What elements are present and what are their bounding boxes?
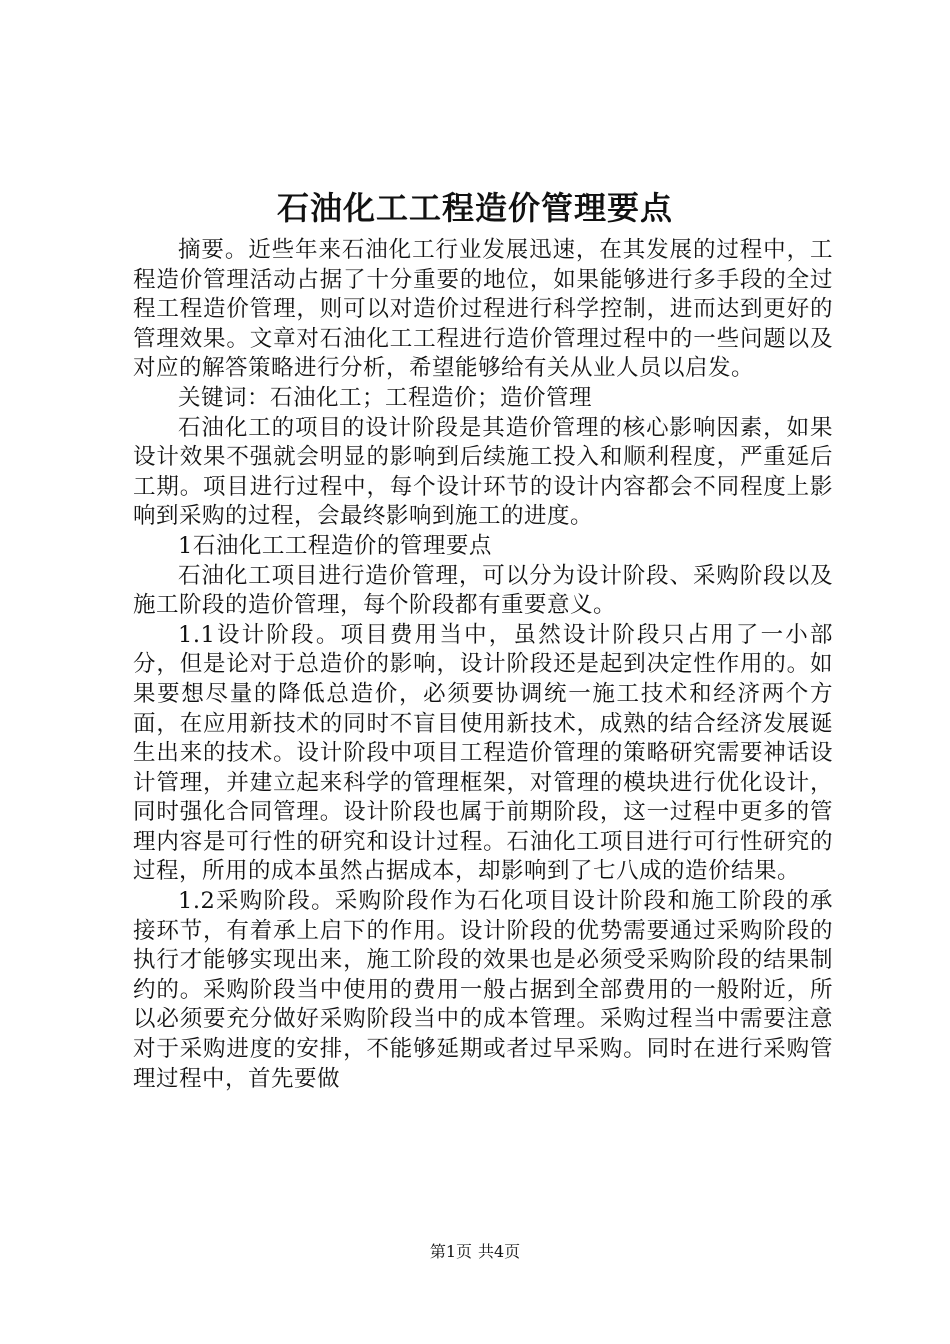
section-intro-paragraph: 石油化工项目进行造价管理，可以分为设计阶段、采购阶段以及施工阶段的造价管理，每个阶段都有重要意义。 [133, 562, 833, 619]
page-number: 第1页 [429, 1242, 472, 1261]
page-total: 共4页 [478, 1242, 521, 1261]
keywords-paragraph: 关键词：石油化工；工程造价；造价管理 [178, 384, 593, 411]
section-heading: 1石油化工工程造价的管理要点 [178, 532, 492, 559]
document-title: 石油化工工程造价管理要点 [276, 189, 673, 227]
procurement-stage-paragraph: 1.2采购阶段。采购阶段作为石化项目设计阶段和施工阶段的承接环节，有着承上启下的作用。设计阶段的优势需要通过采购阶段的执行才能够实现出来，施工阶段的效果也是必须受采购阶段的结果制约的。采购阶段当中使用的费用一般占据到全部费用的一般附近，所以必须要充分做好采购阶段当中的成本管理。采购过程当中需要注意对于采购进度的安排，不能够延期或者过早采购。同时在进行采购管理过程中，首先要做 [133, 888, 833, 1092]
document-body [133, 236, 833, 1094]
page-footer [0, 1242, 950, 1262]
design-stage-paragraph: 1.1设计阶段。项目费用当中，虽然设计阶段只占用了一小部分，但是论对于总造价的影响，设计阶段还是起到决定性作用的。如果要想尽量的降低总造价，必须要协调统一施工技术和经济两个方面，在应用新技术的同时不盲目使用新技术，成熟的结合经济发展诞生出来的技术。设计阶段中项目工程造价管理的策略研究需要神话设计管理，并建立起来科学的管理框架，对管理的模块进行优化设计，同时强化合同管理。设计阶段也属于前期阶段，这一过程中更多的管理内容是可行性的研究和设计过程。石油化工项目进行可行性研究的过程，所用的成本虽然占据成本，却影响到了七八成的造价结果。 [133, 621, 833, 885]
intro-paragraph: 石油化工的项目的设计阶段是其造价管理的核心影响因素，如果设计效果不强就会明显的影响到后续施工投入和顺利程度，严重延后工期。项目进行过程中，每个设计环节的设计内容都会不同程度上影响到采购的过程，会最终影响到施工的进度。 [133, 414, 833, 530]
abstract-paragraph: 摘要。近些年来石油化工行业发展迅速，在其发展的过程中，工程造价管理活动占据了十分重要的地位，如果能够进行多手段的全过程工程造价管理，则可以对造价过程进行科学控制，进而达到更好的管理效果。文章对石油化工工程进行造价管理过程中的一些问题以及对应的解答策略进行分析，希望能够给有关从业人员以启发。 [133, 237, 833, 382]
